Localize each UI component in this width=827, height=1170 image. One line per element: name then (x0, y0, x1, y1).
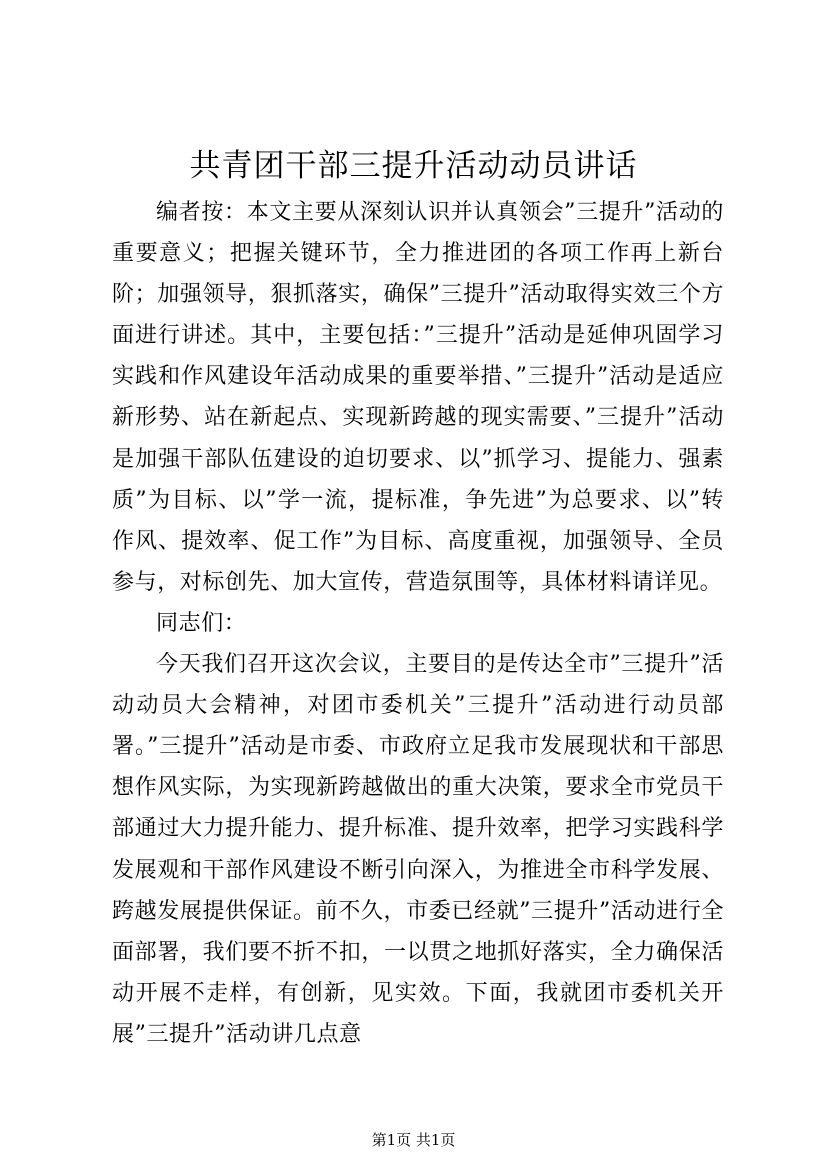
salutation-paragraph: 同志们： (156, 610, 247, 636)
document-body (112, 192, 724, 1055)
editor-note-paragraph: 编者按：本文主要从深刻认识并认真领会”三提升”活动的重要意义；把握关键环节，全力推进团的各项工作再上新台阶；加强领导，狠抓落实，确保”三提升”活动取得实效三个方面进行讲述。其中，主要包括：”三提升”活动是延伸巩固学习实践和作风建设年活动成果的重要举措、”三提升”活动是适应新形势、站在新起点、实现新跨越的现实需要、”三提升”活动是加强干部队伍建设的迫切要求、以”抓学习、提能力、强素质”为目标、以”学一流，提标准，争先进”为总要求、以”转作风、提效率、促工作”为目标、高度重视，加强领导、全员参与，对标创先、加大宣传，营造氛围等，具体材料请详见。 (112, 200, 724, 595)
speech-paragraph: 今天我们召开这次会议，主要目的是传达全市”三提升”活动动员大会精神，对团市委机关”三提升”活动进行动员部署。”三提升”活动是市委、市政府立足我市发展现状和干部思想作风实际，为实现新跨越做出的重大决策，要求全市党员干部通过大力提升能力、提升标准、提升效率，把学习实践科学发展观和干部作风建设不断引向深入，为推进全市科学发展、跨越发展提供保证。前不久，市委已经就”三提升”活动进行全面部署，我们要不折不扣，一以贯之地抓好落实，全力确保活动开展不走样，有创新，见实效。下面，我就团市委机关开展”三提升”活动讲几点意 (112, 652, 724, 1047)
page-number-footer: 第1页 共1页 (371, 1131, 456, 1149)
document-title: 共青团干部三提升活动动员讲话 (189, 148, 638, 184)
